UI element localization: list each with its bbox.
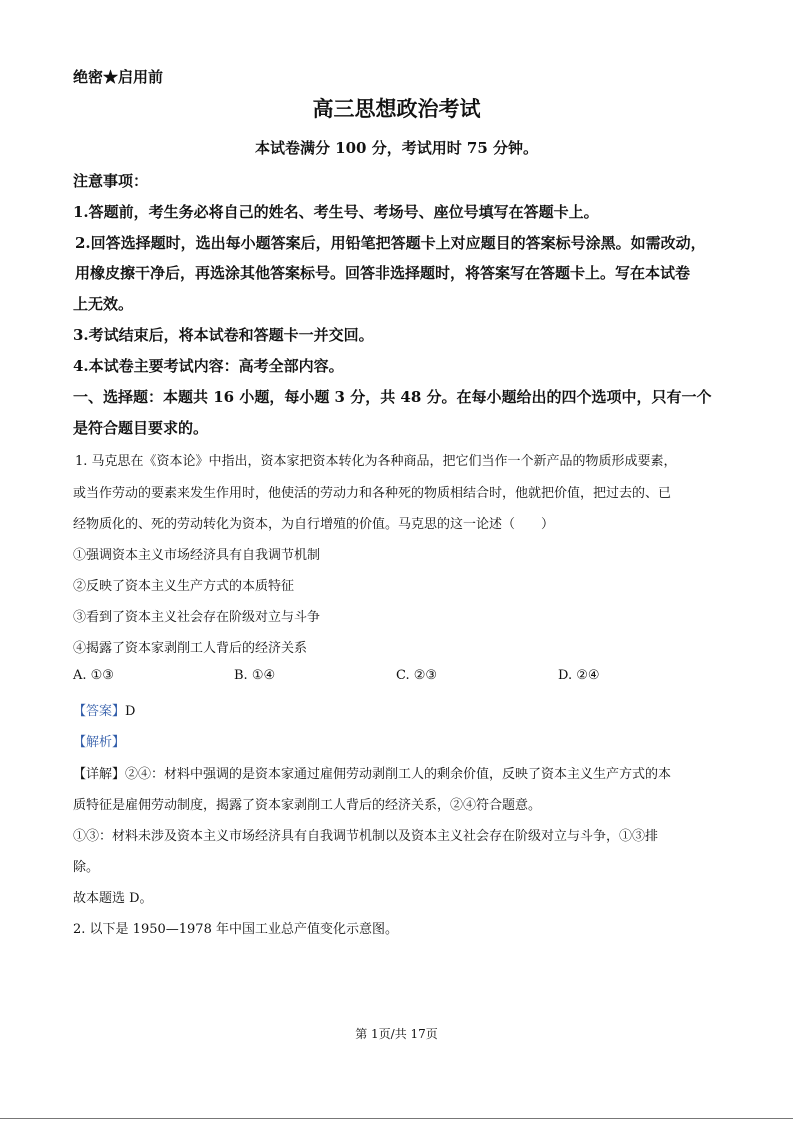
option-d: D. ②④: [558, 668, 600, 683]
question-stem: 2. 以下是 1950—1978 年中国工业总产值变化示意图。: [73, 922, 398, 937]
exam-title: 高三思想政治考试: [312, 96, 481, 121]
notice-heading: 注意事项：: [73, 172, 149, 190]
statement: ④揭露了资本家剥削工人背后的经济关系: [73, 641, 308, 656]
section-heading: 一、选择题：本题共 16 小题，每小题 3 分，共 48 分。在每小题给出的四个选项中，只有一个: [73, 388, 712, 406]
exam-subtitle: 本试卷满分 100 分，考试用时 75 分钟。: [254, 139, 539, 157]
notice-item: 1.答题前，考生务必将自己的姓名、考生号、考场号、座位号填写在答题卡上。: [73, 203, 599, 221]
page-number: 第 1页/共 17页: [355, 1027, 438, 1041]
option-b: B. ①④: [234, 668, 276, 683]
notice-item: 上无效。: [73, 295, 134, 313]
answer-tag: 【答案】: [73, 704, 126, 719]
notice-item: 3.考试结束后，将本试卷和答题卡一并交回。: [73, 326, 374, 344]
statement: ③看到了资本主义社会存在阶级对立与斗争: [73, 610, 321, 625]
answer-line: [73, 700, 135, 719]
statement: ①强调资本主义市场经济具有自我调节机制: [73, 548, 321, 563]
detail-text: 故本题选 D。: [73, 891, 153, 906]
notice-item: 2.回答选择题时，选出每小题答案后，用铅笔把答题卡上对应题目的答案标号涂黑。如需改动，: [75, 234, 706, 252]
bottom-rule: [0, 1118, 793, 1119]
answer-value: D: [125, 704, 136, 719]
question-stem: 或当作劳动的要素来发生作用时，他使活的劳动力和各种死的物质相结合时，他就把价值，把过去的、已: [73, 486, 672, 501]
option-c: C. ②③: [396, 668, 438, 683]
secret-label: 绝密★启用前: [73, 68, 164, 86]
section-heading: 是符合题目要求的。: [73, 419, 209, 437]
notice-item: 4.本试卷主要考试内容：高考全部内容。: [73, 357, 344, 375]
question-stem: 经物质化的、死的劳动转化为资本，为自行增殖的价值。马克思的这一论述（ ）: [73, 517, 555, 532]
detail-line: [73, 763, 671, 782]
notice-item: 用橡皮擦干净后，再选涂其他答案标号。回答非选择题时，将答案写在答题卡上。写在本试卷: [75, 264, 691, 282]
detail-text: ①③：材料未涉及资本主义市场经济具有自我调节机制以及资本主义社会存在阶级对立与斗争，①③排: [73, 829, 659, 844]
detail-tag: 【详解】: [73, 767, 126, 782]
question-stem: 1. 马克思在《资本论》中指出，资本家把资本转化为各种商品，把它们当作一个新产品的物质形成要素，: [75, 454, 677, 469]
statement: ②反映了资本主义生产方式的本质特征: [73, 579, 295, 594]
detail-text: 除。: [73, 860, 100, 875]
detail-text: ②④：材料中强调的是资本家通过雇佣劳动剥削工人的剩余价值，反映了资本主义生产方式的本: [125, 767, 672, 782]
detail-text: 质特征是雇佣劳动制度，揭露了资本家剥削工人背后的经济关系，②④符合题意。: [73, 798, 542, 813]
analysis-tag: 【解析】: [73, 735, 126, 750]
option-a: A. ①③: [73, 668, 114, 683]
